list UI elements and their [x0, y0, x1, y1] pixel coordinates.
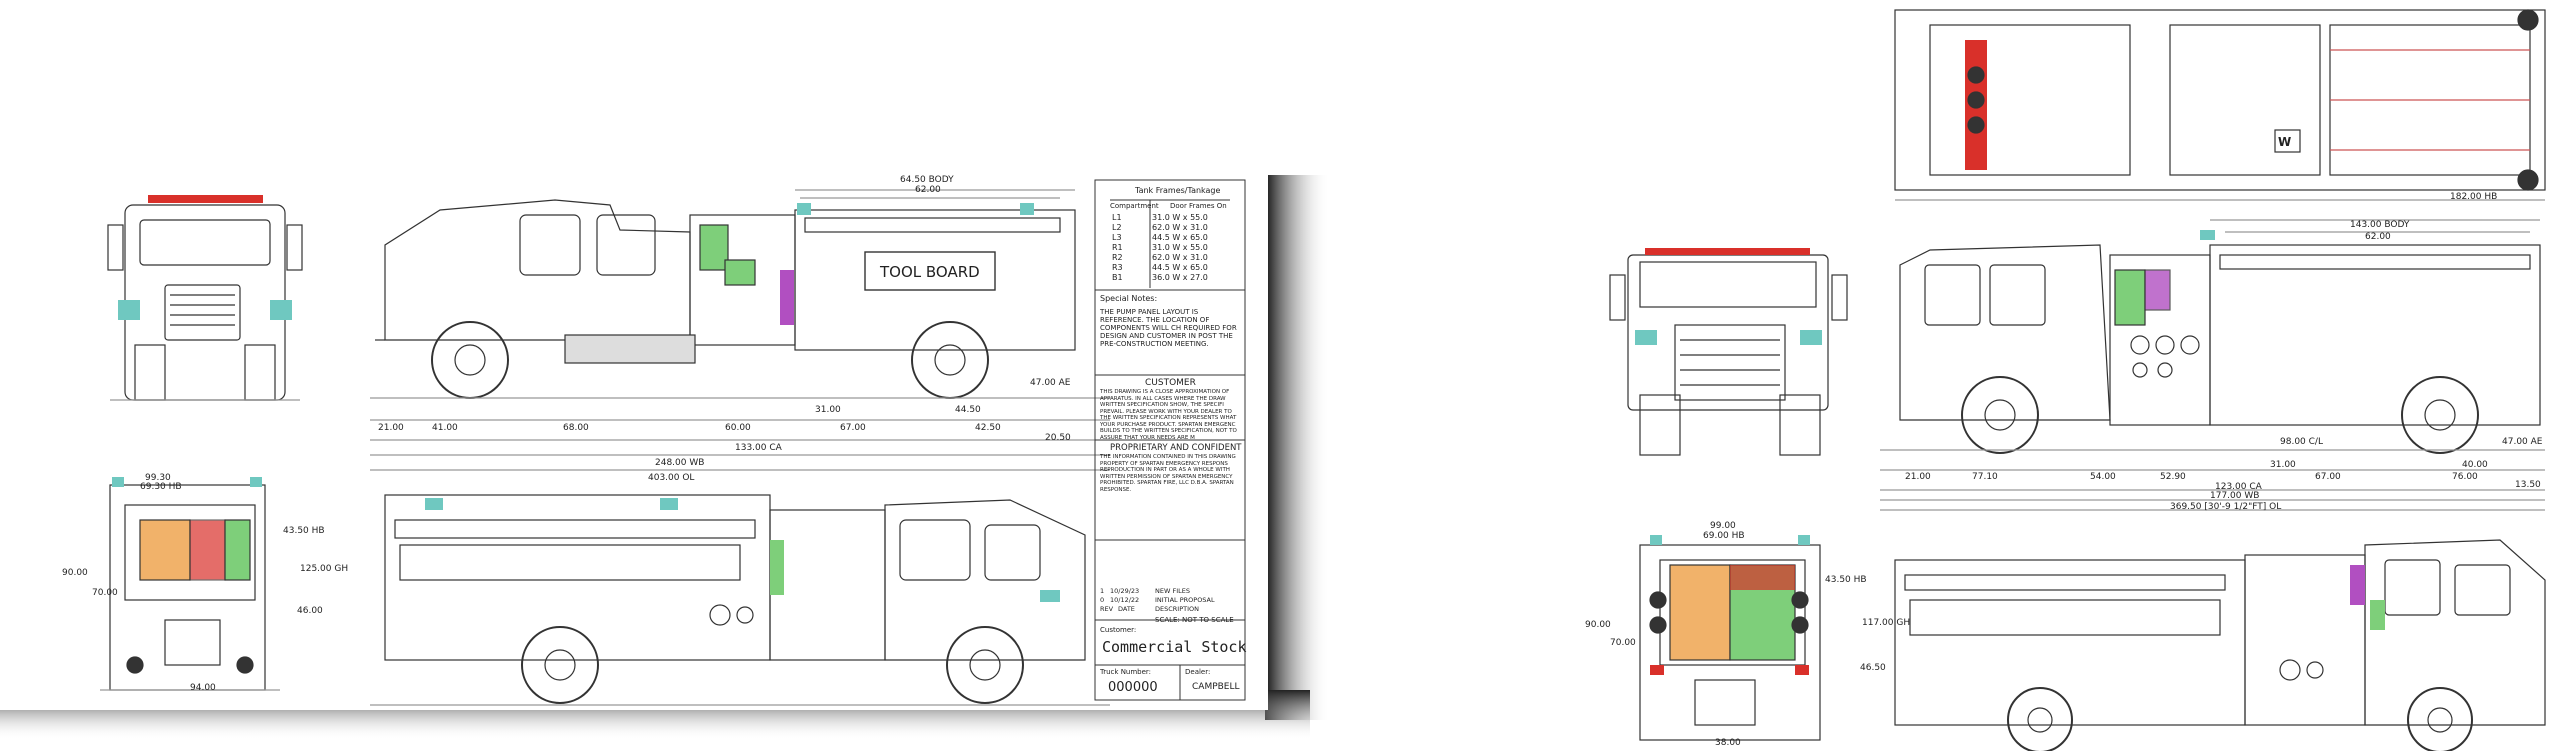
dealer-name: CAMPBELL — [1192, 682, 1240, 692]
rear-view-right — [1640, 535, 1820, 740]
frames-header-compartment: Compartment — [1110, 202, 1159, 210]
frames-cell: B1 — [1112, 273, 1123, 282]
right-body-length: 143.00 BODY — [2350, 220, 2410, 230]
right-body-inner: 62.00 — [2365, 232, 2391, 242]
rrear-height-hb: 43.50 HB — [1825, 575, 1867, 585]
top-view-marker: W — [2278, 135, 2292, 149]
customer-label: Customer: — [1100, 626, 1137, 634]
revision-header-cell: DATE — [1118, 605, 1135, 613]
revision-header-cell: DESCRIPTION — [1155, 605, 1199, 613]
customer-name: Commercial Stock — [1102, 638, 1247, 656]
rdim-ca: 123.00 CA — [2215, 482, 2262, 492]
rrear-width-inner: 69.00 HB — [1703, 531, 1745, 541]
rdim-wb: 177.00 WB — [2210, 491, 2260, 501]
dim-4: 60.00 — [725, 423, 751, 433]
truck-number: 000000 — [1108, 680, 1158, 695]
frames-header-door: Door Frames On — [1170, 202, 1227, 210]
rdim-8: 76.00 — [2452, 472, 2478, 482]
revision-cell: 1 — [1100, 587, 1105, 595]
frames-cell: 31.0 W x 55.0 — [1152, 213, 1208, 222]
dim-9: 20.50 — [1045, 433, 1071, 443]
truck-number-label: Truck Number: — [1100, 668, 1152, 676]
dim-7: 44.50 — [955, 405, 981, 415]
top-view — [1895, 10, 2545, 200]
body-inner-dim: 62.00 — [915, 185, 941, 195]
rdim-9: 13.50 — [2515, 480, 2541, 490]
angle-ae-dim: 47.00 AE — [1030, 378, 1071, 388]
rdim-5: 31.00 — [2270, 460, 2296, 470]
rrear-h2: 70.00 — [1610, 638, 1636, 648]
frames-table — [1112, 213, 1237, 283]
dim-5: 31.00 — [815, 405, 841, 415]
rdim-2: 77.10 — [1972, 472, 1998, 482]
rear-width-bottom: 94.00 — [190, 683, 216, 693]
frames-title: Tank Frames/Tankage — [1135, 186, 1221, 195]
frames-cell: 44.5 W x 65.0 — [1152, 263, 1208, 272]
rrear-h3: 46.50 — [1860, 663, 1886, 673]
scale-label: SCALE: NOT TO SCALE — [1155, 616, 1234, 624]
revision-row — [1100, 596, 1242, 605]
rrear-width-bottom: 38.00 — [1715, 738, 1741, 748]
dim-ca: 133.00 CA — [735, 443, 782, 453]
frames-row — [1112, 223, 1237, 233]
frames-cell: 62.0 W x 31.0 — [1152, 253, 1208, 262]
sheet-shadow-right — [1265, 175, 1330, 720]
side-view-right — [1880, 230, 2545, 453]
rear-height-gh: 125.00 GH — [300, 564, 349, 574]
frames-cell: R2 — [1112, 253, 1123, 262]
rrear-h1: 90.00 — [1585, 620, 1611, 630]
right-cl-dim: 98.00 C/L — [2280, 437, 2323, 447]
body-length-dim: 64.50 BODY — [900, 175, 954, 185]
rrear-height-gh: 117.00 GH — [1862, 618, 1911, 628]
revision-header-row — [1100, 605, 1242, 614]
frames-cell: 31.0 W x 55.0 — [1152, 243, 1208, 252]
rear-h3: 46.00 — [297, 606, 323, 616]
frames-cell: 44.5 W x 65.0 — [1152, 233, 1208, 242]
proprietary-title: PROPRIETARY AND CONFIDENT — [1110, 443, 1242, 453]
right-sheet-graphics — [1570, 0, 2551, 751]
tool-board-label: TOOL BOARD — [880, 263, 980, 281]
frames-row — [1112, 273, 1237, 283]
proprietary-text: THE INFORMATION CONTAINED IN THIS DRAWING PROPERTY OF SPARTAN EMERGENCY RESPONS REPRODUCTION IN PART OR AS A WHOLE WITH WRITTEN PERMISSION OF SPARTAN EMERGENCY PROHIBITED. SPARTAN FIRE, LLC D.B.A. SPARTAN RESPONSE. — [1100, 454, 1236, 493]
right-drawing-sheet — [1570, 0, 2551, 751]
revision-cell: 0 — [1100, 596, 1105, 604]
special-notes-title: Special Notes: — [1100, 294, 1158, 303]
rear-h1: 90.00 — [62, 568, 88, 578]
frames-row — [1112, 253, 1237, 263]
sheet-paper — [0, 175, 1268, 710]
rdim-7: 40.00 — [2462, 460, 2488, 470]
frames-row — [1112, 243, 1237, 253]
frames-cell: L3 — [1112, 233, 1122, 242]
right-angle-ae: 47.00 AE — [2502, 437, 2543, 447]
front-view-right — [1610, 248, 1847, 455]
dim-8: 42.50 — [975, 423, 1001, 433]
frames-cell: 36.0 W x 27.0 — [1152, 273, 1208, 282]
rdim-1: 21.00 — [1905, 472, 1931, 482]
dim-wb: 248.00 WB — [655, 458, 705, 468]
frames-cell: 62.0 W x 31.0 — [1152, 223, 1208, 232]
dimension-lines-right — [1880, 220, 2545, 510]
frames-row — [1112, 263, 1237, 273]
rear-width-top: 99.30 — [145, 473, 171, 483]
frames-cell: R3 — [1112, 263, 1123, 272]
top-view-hb: 182.00 HB — [2450, 192, 2498, 202]
revision-row — [1100, 587, 1242, 596]
customer-title: CUSTOMER — [1145, 378, 1196, 388]
rear-width-inner: 69.30 HB — [140, 482, 182, 492]
frames-row — [1112, 233, 1237, 243]
rrear-width-top: 99.00 — [1710, 521, 1736, 531]
frames-cell: L1 — [1112, 213, 1122, 222]
frames-row — [1112, 213, 1237, 223]
revision-cell: 10/29/23 — [1110, 587, 1140, 595]
rdim-6: 67.00 — [2315, 472, 2341, 482]
revision-cell: INITIAL PROPOSAL — [1155, 596, 1215, 604]
frames-cell: L2 — [1112, 223, 1122, 232]
revision-table — [1100, 587, 1242, 614]
rear-h2: 70.00 — [92, 588, 118, 598]
dealer-label: Dealer: — [1185, 668, 1211, 676]
revision-cell: NEW FILES — [1155, 587, 1190, 595]
dim-1: 21.00 — [378, 423, 404, 433]
dim-3: 68.00 — [563, 423, 589, 433]
frames-cell: R1 — [1112, 243, 1123, 252]
side-view-officer-right — [1895, 540, 2545, 751]
revision-header-cell: REV — [1100, 605, 1114, 613]
revision-cell: 10/12/22 — [1110, 596, 1140, 604]
dim-ol: 403.00 OL — [648, 473, 695, 483]
dim-6: 67.00 — [840, 423, 866, 433]
customer-text: THIS DRAWING IS A CLOSE APPROXIMATION OF APPARATUS. IN ALL CASES WHERE THE DRAW WRITTEN SPECIFICATION SHOW, THE SPECIFI PREVAIL. PLEASE WORK WITH YOUR DEALER TO THE WRITTEN SPECIFICATION REPRESENTS WHAT YOUR PURCHASE PRODUCT. SPARTAN EMERGENC BUILDS TO THE WRITTEN SPECIFICATION, NOT TO ASSURE THAT YOUR NEEDS ARE M — [1100, 389, 1237, 441]
rdim-ol: 369.50 [30'-9 1/2"FT] OL — [2170, 502, 2282, 512]
rear-height-hb: 43.50 HB — [283, 526, 325, 536]
rdim-3: 54.00 — [2090, 472, 2116, 482]
special-notes-text: THE PUMP PANEL LAYOUT IS REFERENCE. THE LOCATION OF COMPONENTS WILL CH REQUIRED FOR DESIGN AND CUSTOMER IN POST THE PRE-CONSTRUCTION MEETING. — [1100, 308, 1237, 348]
rdim-4: 52.90 — [2160, 472, 2186, 482]
dim-2: 41.00 — [432, 423, 458, 433]
